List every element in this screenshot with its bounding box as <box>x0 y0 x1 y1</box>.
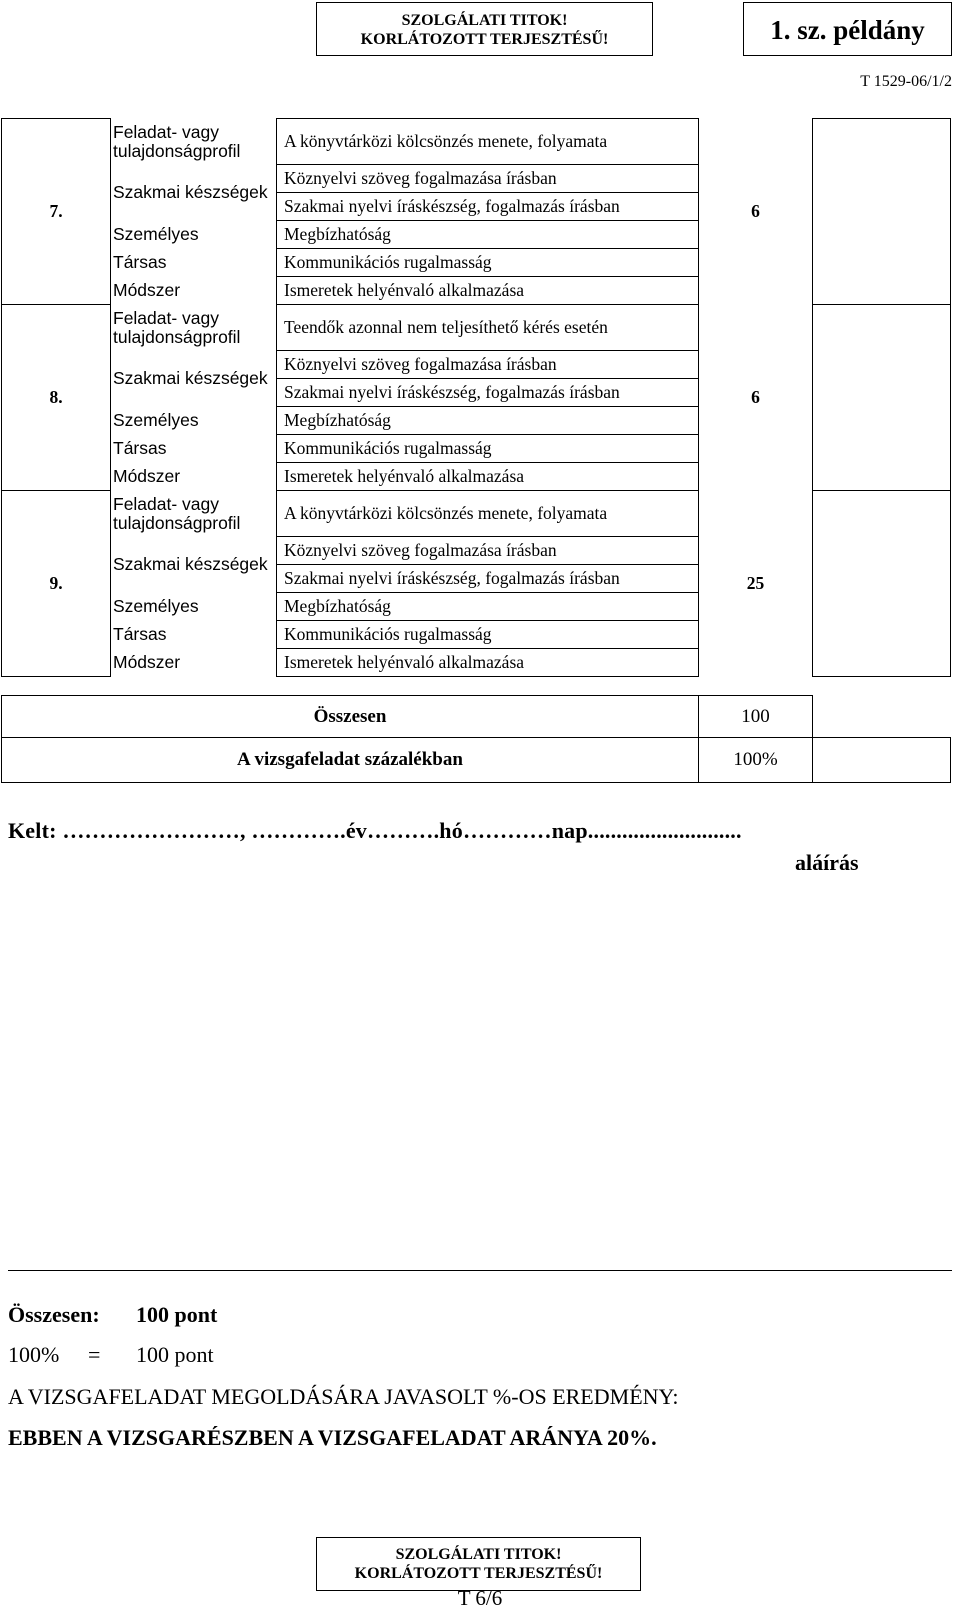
table-row <box>2 491 951 537</box>
osszesen-label: Összesen: <box>8 1302 100 1327</box>
total-value: 100 <box>699 696 813 738</box>
date-line: Kelt: ……………………, ………….év……….hó…………nap........................... <box>8 818 742 843</box>
competency-description: A könyvtárközi kölcsönzés menete, folyamata <box>277 119 699 165</box>
percent-eq-sign: = <box>88 1342 101 1367</box>
percent-equation <box>8 1342 214 1368</box>
score-cell <box>813 305 951 491</box>
classification-line-2: KORLÁTOZOTT TERJESZTÉSŰ! <box>354 1565 603 1582</box>
copy-number-box: 1. sz. példány <box>743 2 952 56</box>
category-label: Feladat- vagy tulajdonságprofil <box>113 121 241 161</box>
category-label: Feladat- vagy tulajdonságprofil <box>113 307 241 347</box>
competency-description: Megbízhatóság <box>277 407 699 435</box>
category-label: Társas <box>113 438 167 458</box>
page-number: T 6/6 <box>457 1586 503 1610</box>
classification-line-1: SZOLGÁLATI TITOK! <box>401 12 568 29</box>
classification-line-2: KORLÁTOZOTT TERJESZTÉSŰ! <box>360 31 609 48</box>
category-label: Személyes <box>113 596 199 616</box>
category-label: Szakmai készségek <box>113 554 268 574</box>
task-number: 8. <box>2 305 111 491</box>
osszesen-line <box>8 1302 217 1328</box>
document-id: T 1529-06/1/2 <box>860 73 952 90</box>
percent-eq-right: 100 pont <box>136 1342 214 1367</box>
competency-description: Kommunikációs rugalmasság <box>277 435 699 463</box>
osszesen-value: 100 pont <box>136 1302 218 1327</box>
task-points: 25 <box>699 491 813 677</box>
competency-description: Szakmai nyelvi íráskészség, fogalmazás írásban <box>277 379 699 407</box>
competency-description: A könyvtárközi kölcsönzés menete, folyamata <box>277 491 699 537</box>
competency-description: Szakmai nyelvi íráskészség, fogalmazás írásban <box>277 193 699 221</box>
competency-description: Köznyelvi szöveg fogalmazása írásban <box>277 165 699 193</box>
competency-description: Szakmai nyelvi íráskészség, fogalmazás írásban <box>277 565 699 593</box>
classification-stamp-bottom <box>316 1537 641 1591</box>
percent-eq-left: 100% <box>8 1342 60 1367</box>
competency-description: Kommunikációs rugalmasság <box>277 621 699 649</box>
javasolt-line: A VIZSGAFELADAT MEGOLDÁSÁRA JAVASOLT %-OS EREDMÉNY: <box>8 1384 679 1409</box>
category-label: Módszer <box>113 466 181 486</box>
competency-description: Megbízhatóság <box>277 593 699 621</box>
classification-line-1: SZOLGÁLATI TITOK! <box>395 1546 562 1563</box>
category-label: Módszer <box>113 280 181 300</box>
competency-description: Teendők azonnal nem teljesíthető kérés esetén <box>277 305 699 351</box>
task-number: 9. <box>2 491 111 677</box>
category-label: Módszer <box>113 652 181 672</box>
percent-value: 100% <box>699 738 813 783</box>
competency-description: Ismeretek helyénvaló alkalmazása <box>277 649 699 677</box>
score-cell <box>813 491 951 677</box>
table-row <box>2 119 951 165</box>
percent-label: A vizsgafeladat százalékban <box>2 738 699 783</box>
arany-line: EBBEN A VIZSGARÉSZBEN A VIZSGAFELADAT ARÁNYA 20%. <box>8 1425 657 1450</box>
competency-description: Ismeretek helyénvaló alkalmazása <box>277 277 699 305</box>
task-number: 7. <box>2 119 111 305</box>
category-label: Személyes <box>113 410 199 430</box>
competency-description: Megbízhatóság <box>277 221 699 249</box>
competency-description: Köznyelvi szöveg fogalmazása írásban <box>277 351 699 379</box>
total-label: Összesen <box>2 696 699 738</box>
competency-description: Kommunikációs rugalmasság <box>277 249 699 277</box>
score-cell <box>813 119 951 305</box>
task-points: 6 <box>699 305 813 491</box>
summary-table <box>1 695 951 783</box>
table-row <box>2 305 951 351</box>
task-points: 6 <box>699 119 813 305</box>
category-label: Társas <box>113 624 167 644</box>
signature-label: aláírás <box>795 850 859 875</box>
category-label: Szakmai készségek <box>113 182 268 202</box>
competency-description: Köznyelvi szöveg fogalmazása írásban <box>277 537 699 565</box>
competency-table <box>1 118 951 677</box>
category-label: Személyes <box>113 224 199 244</box>
category-label: Szakmai készségek <box>113 368 268 388</box>
classification-stamp-top <box>316 2 653 56</box>
divider <box>8 1270 952 1271</box>
competency-description: Ismeretek helyénvaló alkalmazása <box>277 463 699 491</box>
category-label: Feladat- vagy tulajdonságprofil <box>113 493 241 533</box>
category-label: Társas <box>113 252 167 272</box>
